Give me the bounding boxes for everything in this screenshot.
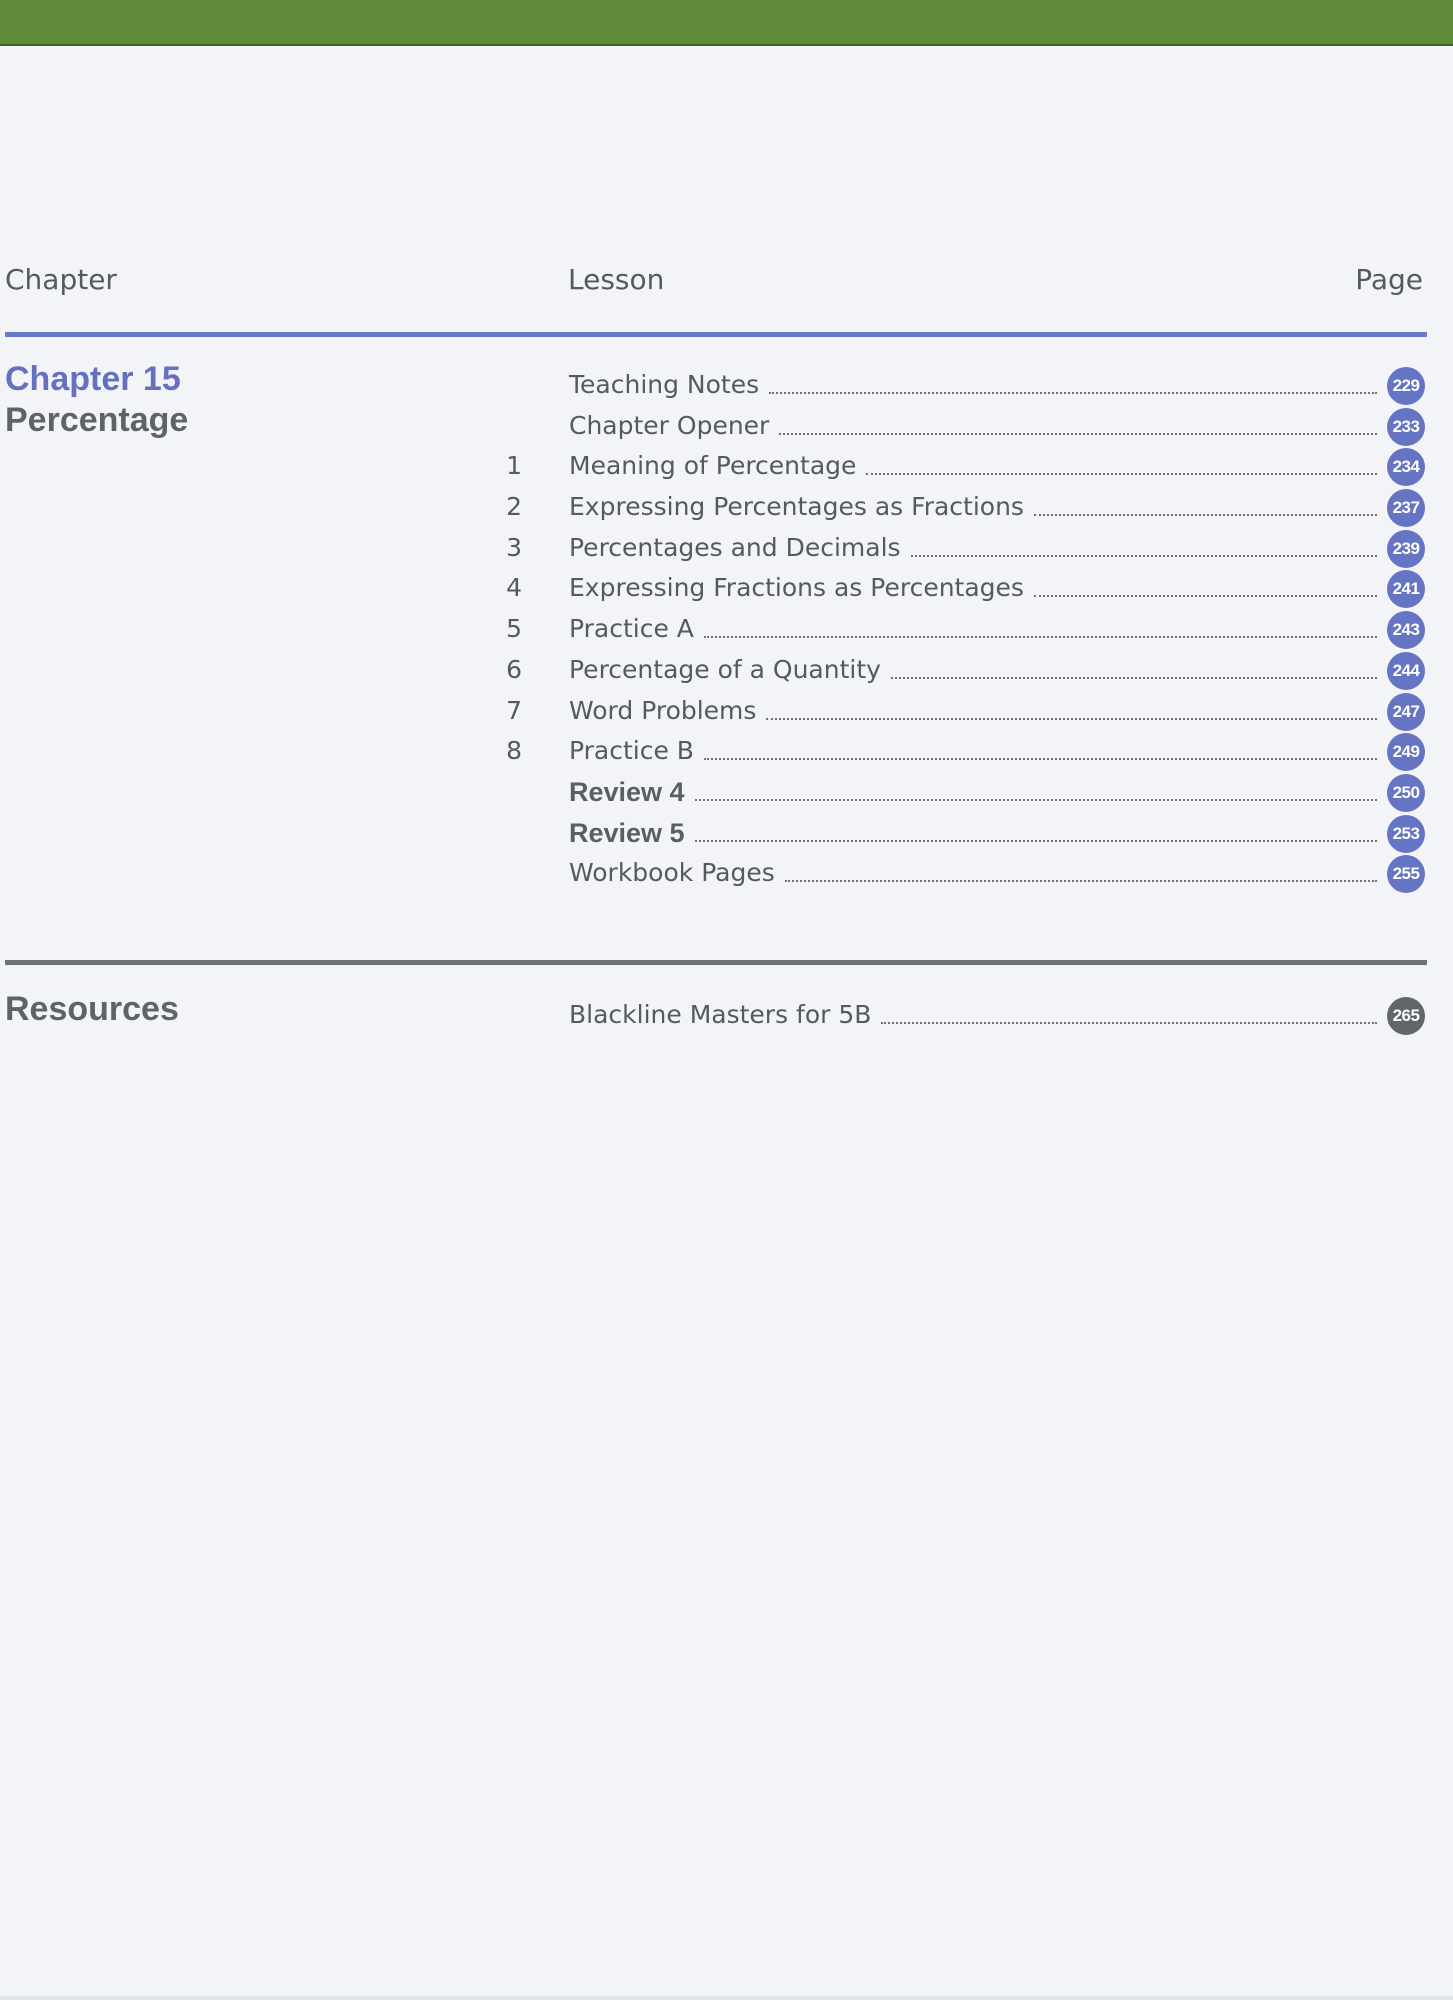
lesson-number: 3	[506, 532, 522, 562]
toc-entry	[569, 856, 1377, 890]
lesson-title: Expressing Fractions as Percentages	[569, 573, 1024, 603]
lesson-title: Review 5	[569, 817, 685, 848]
toc-list	[0, 368, 1453, 897]
toc-row[interactable]	[0, 571, 1453, 612]
toc-entry	[569, 531, 1377, 565]
lesson-number: 6	[506, 654, 522, 684]
toc-row[interactable]	[0, 856, 1453, 897]
toc-entry	[569, 775, 1377, 809]
toc-entry	[569, 816, 1377, 850]
toc-entry	[569, 368, 1377, 402]
resources-row[interactable]	[0, 998, 1453, 1038]
dot-leader	[695, 840, 1377, 842]
header-divider	[5, 332, 1427, 337]
toc-entry	[569, 612, 1377, 646]
toc-row[interactable]	[0, 490, 1453, 531]
lesson-title: Percentage of a Quantity	[569, 654, 881, 684]
resource-title: Blackline Masters for 5B	[569, 1000, 872, 1029]
page-number-badge[interactable]: 239	[1387, 530, 1425, 568]
dot-leader	[704, 636, 1377, 638]
dot-leader	[769, 392, 1377, 394]
column-header-chapter: Chapter	[5, 263, 117, 296]
lesson-title: Review 4	[569, 776, 685, 807]
page-number-badge[interactable]: 253	[1387, 815, 1425, 853]
toc-entry	[569, 998, 1377, 1032]
dot-leader	[891, 677, 1377, 679]
page-number-badge[interactable]: 250	[1387, 774, 1425, 812]
lesson-title: Word Problems	[569, 695, 757, 725]
dot-leader	[881, 1022, 1377, 1024]
resources-title: Resources	[5, 990, 179, 1028]
page-number-badge[interactable]: 244	[1387, 652, 1425, 690]
column-header-page: Page	[1355, 263, 1423, 296]
chapter-title: Percentage	[5, 401, 189, 439]
dot-leader	[695, 799, 1377, 801]
lesson-title: Expressing Percentages as Fractions	[569, 492, 1024, 522]
toc-entry	[569, 409, 1377, 443]
dot-leader	[704, 758, 1377, 760]
toc-row[interactable]	[0, 409, 1453, 450]
column-header-lesson: Lesson	[568, 263, 665, 296]
page-number-badge[interactable]: 229	[1387, 367, 1425, 405]
page-number-badge[interactable]: 243	[1387, 611, 1425, 649]
page-number-badge[interactable]: 237	[1387, 489, 1425, 527]
lesson-title: Practice B	[569, 736, 694, 766]
page-number-badge[interactable]: 241	[1387, 570, 1425, 608]
lesson-number: 2	[506, 492, 522, 522]
page-number-badge[interactable]: 249	[1387, 733, 1425, 771]
toc-row[interactable]	[0, 368, 1453, 409]
dot-leader	[1034, 514, 1377, 516]
page-number-badge[interactable]: 265	[1387, 997, 1425, 1035]
toc-row[interactable]	[0, 734, 1453, 775]
section-divider	[5, 960, 1427, 965]
lesson-number: 7	[506, 695, 522, 725]
dot-leader	[911, 555, 1377, 557]
toc-entry	[569, 694, 1377, 728]
lesson-number: 4	[506, 573, 522, 603]
lesson-title: Chapter Opener	[569, 410, 770, 440]
dot-leader	[866, 473, 1377, 475]
toc-entry	[569, 571, 1377, 605]
chapter-number: Chapter 15	[5, 360, 181, 398]
dot-leader	[1034, 595, 1377, 597]
toc-row[interactable]	[0, 612, 1453, 653]
toc-row[interactable]	[0, 775, 1453, 816]
dot-leader	[779, 433, 1377, 435]
lesson-number: 8	[506, 736, 522, 766]
toc-row[interactable]	[0, 816, 1453, 857]
page-number-badge[interactable]: 255	[1387, 855, 1425, 893]
toc-entry	[569, 490, 1377, 524]
dot-leader	[766, 718, 1377, 720]
toc-row[interactable]	[0, 653, 1453, 694]
lesson-title: Meaning of Percentage	[569, 451, 857, 481]
lesson-number: 1	[506, 451, 522, 481]
page-number-badge[interactable]: 247	[1387, 693, 1425, 731]
toc-row[interactable]	[0, 531, 1453, 572]
lesson-title: Teaching Notes	[569, 370, 760, 399]
page-number-badge[interactable]: 233	[1387, 408, 1425, 446]
toc-row[interactable]	[0, 694, 1453, 735]
lesson-title: Practice A	[569, 614, 694, 644]
top-color-band	[0, 0, 1453, 46]
toc-entry	[569, 449, 1377, 483]
toc-row[interactable]	[0, 449, 1453, 490]
lesson-title: Percentages and Decimals	[569, 532, 901, 562]
toc-entry	[569, 734, 1377, 768]
dot-leader	[785, 880, 1377, 882]
page-bottom-edge	[0, 1996, 1453, 2000]
lesson-title: Workbook Pages	[569, 858, 775, 888]
toc-entry	[569, 653, 1377, 687]
page-number-badge[interactable]: 234	[1387, 448, 1425, 486]
lesson-number: 5	[506, 614, 522, 644]
